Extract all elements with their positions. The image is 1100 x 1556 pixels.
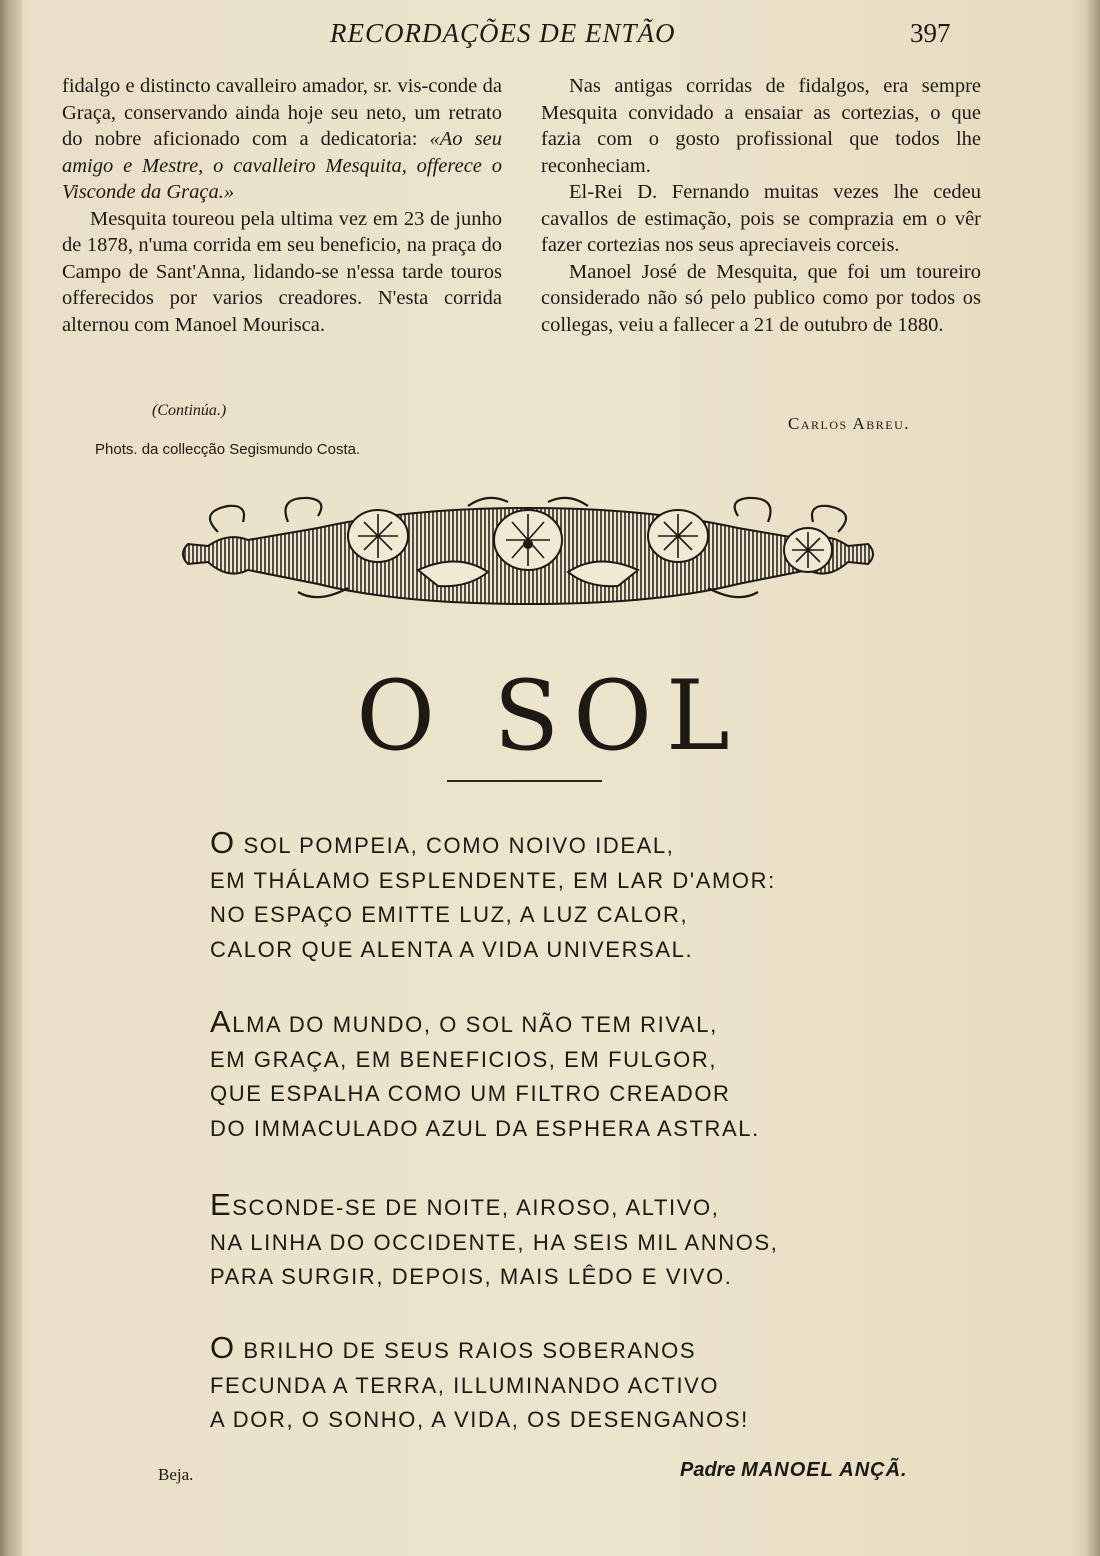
poem-place: Beja. (158, 1465, 194, 1484)
stanza-line (210, 1331, 930, 1369)
stanza-4 (210, 1331, 930, 1438)
stanza-initial: O (210, 1330, 236, 1365)
stanza-line: EM GRAÇA, EM BENEFICIOS, EM FULGOR, (210, 1046, 718, 1072)
stanza-line: A DOR, O SONHO, A VIDA, OS DESENGANOS! (210, 1407, 749, 1432)
poem-author (680, 1459, 908, 1482)
author-prefix: Padre (680, 1459, 736, 1481)
stanza-line: PARA SURGIR, DEPOIS, MAIS LÊDO E VIVO. (210, 1264, 733, 1289)
stanza-1 (210, 826, 930, 967)
stanza-line-text: BRILHO DE SEUS RAIOS SOBERANOS (235, 1338, 697, 1363)
floral-ornament-icon (168, 492, 888, 612)
running-head (0, 16, 1100, 56)
continua-note: (Continúa.) (152, 402, 227, 419)
page-number: 397 (910, 18, 951, 48)
right-column (541, 73, 981, 338)
left-paragraph-2: Mesquita toureou pela ultima vez em 23 de junho de 1878, n'uma corrida em seu beneficio, na praça do Campo de Sant'Anna, lidando-se n'essa tarde touros offerecidos por varios creadores. N'esta corrida alternou com Manoel Mourisca. (62, 207, 502, 336)
stanza-initial: E (210, 1187, 233, 1222)
right-paragraph-2: El-Rei D. Fernando muitas vezes lhe cedeu cavallos de estimação, pois se comprazia em o vêr fazer cortezias nos seus apreciaveis corceis. (541, 181, 981, 256)
stanza-line: NA LINHA DO OCCIDENTE, HA SEIS MIL ANNOS, (210, 1229, 779, 1255)
stanza-line-text: LMA DO MUNDO, O SOL NÃO TEM RIVAL, (232, 1012, 718, 1037)
stanza-line-text: SCONDE-SE DE NOITE, AIROSO, ALTIVO, (232, 1195, 720, 1220)
right-paragraph-1: Nas antigas corridas de fidalgos, era sempre Mesquita convidado a ensaiar as cortezias, o que fazia com o gosto profissional que todos lhe reconheciam. (541, 75, 981, 177)
stanza-line: EM THÁLAMO ESPLENDENTE, EM LAR D'AMOR: (210, 867, 776, 893)
stanza-line: CALOR QUE ALENTA A VIDA UNIVERSAL. (210, 936, 694, 962)
stanza-line: FECUNDA A TERRA, ILLUMINANDO ACTIVO (210, 1372, 720, 1398)
stanza-line (210, 1188, 930, 1226)
article-signature: Carlos Abreu. (788, 414, 911, 433)
left-paragraph-1 (62, 73, 502, 206)
author-name: MANOEL ANÇÃ. (741, 1459, 908, 1481)
left-column (62, 73, 502, 338)
stanza-3 (210, 1188, 930, 1295)
photo-credit: Phots. da collecção Segismundo Costa. (95, 441, 361, 458)
stanza-line-text: SOL POMPEIA, COMO NOIVO IDEAL, (243, 833, 675, 858)
binding-shadow-right (1086, 0, 1100, 1556)
stanza-2 (210, 1005, 930, 1146)
poem-title: O SOL (356, 660, 744, 772)
running-title: RECORDAÇÕES DE ENTÃO (330, 18, 676, 48)
stanza-line (210, 826, 930, 864)
title-rule (447, 780, 602, 782)
dedication-quote: «Ao seu amigo e Mestre, o cavalleiro Mesquita, offerece o Visconde da Graça.» (62, 128, 502, 203)
stanza-initial: O (210, 825, 236, 860)
stanza-line: DO IMMACULADO AZUL DA ESPHERA ASTRAL. (210, 1115, 760, 1141)
left-paragraph-1-text: fidalgo e distincto cavalleiro amador, sr. vis-conde da Graça, conservando ainda hoje seu neto, um retrato do nobre aficionado com a dedicatoria: (62, 75, 502, 150)
stanza-initial: A (210, 1004, 233, 1039)
stanza-line: QUE ESPALHA COMO UM FILTRO CREADOR (210, 1081, 731, 1106)
binding-shadow-left (0, 0, 22, 1556)
right-paragraph-3: Manoel José de Mesquita, que foi um toureiro considerado não só pelo publico como por todos os collegas, veiu a fallecer a 21 de outubro de 1880. (541, 260, 981, 336)
stanza-line: NO ESPAÇO EMITTE LUZ, A LUZ CALOR, (210, 902, 689, 927)
stanza-line (210, 1005, 930, 1043)
